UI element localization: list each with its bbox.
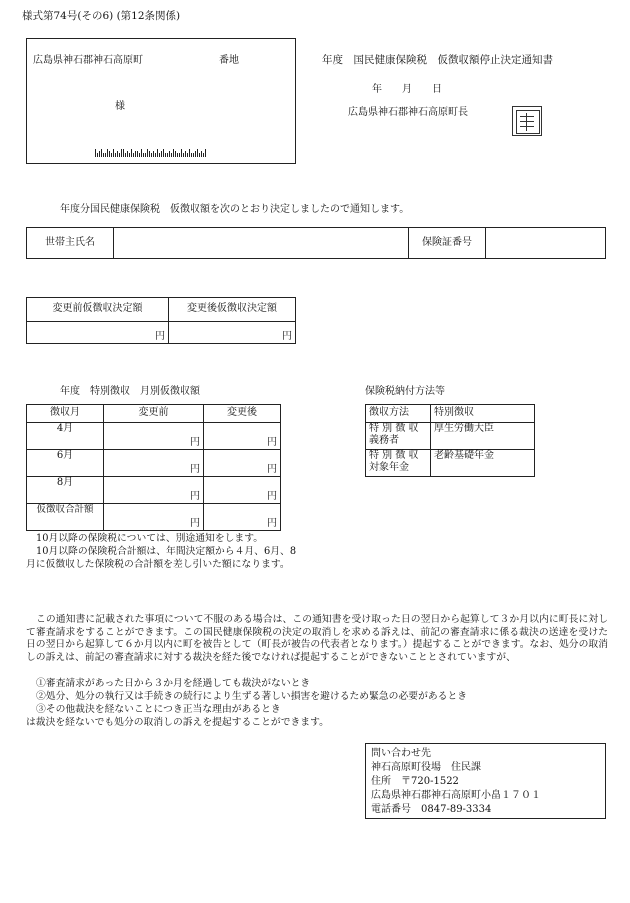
- barcode-bar: [147, 149, 148, 157]
- after-cell: 円: [204, 423, 281, 450]
- appeal-item-2: ②処分、処分の執行又は手続きの続行により生ずる著しい損害を避けるため緊急の必要があるとき: [36, 691, 468, 702]
- barcode-bar: [105, 153, 106, 157]
- contact-label: 問い合わせ先: [371, 748, 431, 759]
- intro-text: 年度分国民健康保険税 仮徴収額を次のとおり決定しましたので通知します。: [60, 204, 410, 215]
- barcode-bar: [143, 153, 144, 157]
- after-amount-label: 変更後仮徴収決定額: [169, 298, 296, 322]
- barcode-bar: [165, 153, 166, 157]
- monthly-table: [26, 404, 281, 531]
- barcode-bar: [199, 153, 200, 157]
- banchi-text: 番地: [219, 55, 239, 66]
- barcode-bar: [195, 151, 196, 157]
- issuer-name: 広島県神石郡神石高原町長: [348, 107, 468, 118]
- contact-address: 広島県神石郡神石高原町小畠１７０１: [371, 790, 541, 801]
- barcode-bar: [133, 153, 134, 157]
- barcode-bar: [171, 153, 172, 157]
- barcode-bar: [129, 153, 130, 157]
- contact-box: [365, 743, 606, 819]
- monthly-title: 年度 特別徴収 月別仮徴収額: [60, 386, 200, 397]
- barcode-bar: [111, 153, 112, 157]
- contact-office: 神石高原町役場 住民課: [371, 762, 481, 773]
- barcode-bar: [139, 153, 140, 157]
- table-row: [27, 477, 281, 504]
- barcode-bar: [185, 151, 186, 157]
- total-label-cell: 仮徴収合計額: [27, 504, 104, 531]
- barcode-bar: [169, 151, 170, 157]
- barcode-bar: [151, 153, 152, 157]
- barcode-bar: [117, 151, 118, 157]
- barcode-bar: [159, 153, 160, 157]
- barcode-bar: [181, 149, 182, 157]
- amount-table: [26, 297, 296, 344]
- pension-value: 老齢基礎年金: [431, 450, 535, 477]
- before-amount-unit: 円: [27, 322, 169, 344]
- barcode-bar: [125, 153, 126, 157]
- barcode-bar: [131, 149, 132, 157]
- cert-number-value: [486, 228, 606, 259]
- barcode-bar: [127, 151, 128, 157]
- contact-postal: 住所 〒720-1522: [371, 776, 459, 787]
- barcode-bar: [145, 153, 146, 157]
- table-row: [366, 450, 535, 477]
- barcode-bar: [175, 151, 176, 157]
- before-cell: 円: [104, 504, 204, 531]
- barcode-bar: [167, 153, 168, 157]
- address-box: [26, 38, 296, 164]
- barcode-bar: [161, 151, 162, 157]
- barcode-bar: [107, 149, 108, 157]
- barcode-bar: [113, 149, 114, 157]
- barcode-bar: [177, 153, 178, 157]
- collector-value: 厚生労働大臣: [431, 423, 535, 450]
- barcode-bar: [201, 151, 202, 157]
- notice-title: 年度 国民健康保険税 仮徴収額停止決定通知書: [322, 54, 553, 66]
- customer-barcode: [95, 149, 206, 157]
- address-text: 広島県神石郡神石高原町: [33, 55, 143, 66]
- appeal-item-3: ③その他裁決を経ないことにつき正当な理由があるとき: [36, 704, 281, 715]
- pension-label: 特 別 徴 収 対象年金: [366, 450, 431, 477]
- household-name-value: [114, 228, 409, 259]
- month-cell: 6月: [27, 450, 104, 477]
- note-2: 10月以降の保険税合計額は、年間決定額から４月、6月、8月に仮徴収した保険税の合計額を差し引いた額になります。: [26, 546, 297, 570]
- issue-date: 年 月 日: [372, 84, 442, 95]
- table-row: [366, 423, 535, 450]
- after-amount-unit: 円: [169, 322, 296, 344]
- barcode-bar: [109, 151, 110, 157]
- before-cell: 円: [104, 450, 204, 477]
- barcode-bar: [153, 151, 154, 157]
- official-seal: [512, 106, 542, 136]
- appeal-body: この通知書に記載された事項について不服のある場合は、この通知書を受け取った日の翌日から起算して３か月以内に町長に対して審査請求をすることができます。この国民健康保険税の決定の取消しを求める訴えは、前記の審査請求に係る裁決の送達を受けた日の翌日から起算して６か月以内に町を被告として（町長が被告の代表者となります。）提起することができます。なお、処分の取消しの訴えは、前記の審査請求に対する裁決を経た後でなければ提起することができないこととされていますが、: [26, 614, 608, 663]
- barcode-bar: [173, 149, 174, 157]
- appeal-closing: は裁決を経ないでも処分の取消しの訴えを提起することができます。: [26, 717, 329, 728]
- barcode-bar: [197, 149, 198, 157]
- month-cell: 8月: [27, 477, 104, 504]
- barcode-bar: [205, 149, 206, 157]
- payment-method-value: 特別徴収: [431, 405, 535, 423]
- sama-text: 様: [115, 101, 125, 112]
- table-row: [27, 423, 281, 450]
- barcode-bar: [95, 149, 96, 157]
- barcode-bar: [97, 153, 98, 157]
- barcode-bar: [121, 149, 122, 157]
- household-name-label: 世帯主氏名: [27, 228, 114, 259]
- appeal-item-1: ①審査請求があった日から３か月を経過しても裁決がないとき: [36, 678, 311, 689]
- month-cell: 4月: [27, 423, 104, 450]
- contact-phone: 電話番号 0847-89-3334: [371, 804, 492, 815]
- barcode-bar: [157, 149, 158, 157]
- barcode-bar: [183, 153, 184, 157]
- barcode-bar: [119, 153, 120, 157]
- payment-table: [365, 404, 535, 477]
- payment-method-label: 徴収方法: [366, 405, 431, 423]
- barcode-bar: [103, 153, 104, 157]
- barcode-bar: [179, 153, 180, 157]
- barcode-bar: [189, 149, 190, 157]
- barcode-bar: [101, 149, 102, 157]
- monthly-header-after: 変更後: [204, 405, 281, 423]
- payment-title: 保険税納付方法等: [365, 386, 445, 397]
- barcode-bar: [123, 149, 124, 157]
- before-amount-label: 変更前仮徴収決定額: [27, 298, 169, 322]
- barcode-bar: [193, 153, 194, 157]
- collector-label: 特 別 徴 収 義務者: [366, 423, 431, 450]
- table-row: [27, 504, 281, 531]
- monthly-header-month: 徴収月: [27, 405, 104, 423]
- after-cell: 円: [204, 450, 281, 477]
- barcode-bar: [187, 153, 188, 157]
- barcode-bar: [149, 151, 150, 157]
- barcode-bar: [203, 153, 204, 157]
- before-cell: 円: [104, 477, 204, 504]
- note-1: 10月以降の保険税については、別途通知をします。: [36, 533, 264, 544]
- barcode-bar: [191, 153, 192, 157]
- barcode-bar: [135, 151, 136, 157]
- monthly-header-before: 変更前: [104, 405, 204, 423]
- table-row: [366, 405, 535, 423]
- household-table: [26, 227, 606, 259]
- barcode-bar: [99, 151, 100, 157]
- barcode-bar: [155, 153, 156, 157]
- barcode-bar: [141, 149, 142, 157]
- form-number: 様式第74号(その6) (第12条関係): [22, 10, 181, 22]
- table-row: [27, 450, 281, 477]
- after-cell: 円: [204, 504, 281, 531]
- before-cell: 円: [104, 423, 204, 450]
- barcode-bar: [163, 149, 164, 157]
- barcode-bar: [115, 153, 116, 157]
- cert-number-label: 保険証番号: [409, 228, 486, 259]
- after-cell: 円: [204, 477, 281, 504]
- barcode-bar: [137, 151, 138, 157]
